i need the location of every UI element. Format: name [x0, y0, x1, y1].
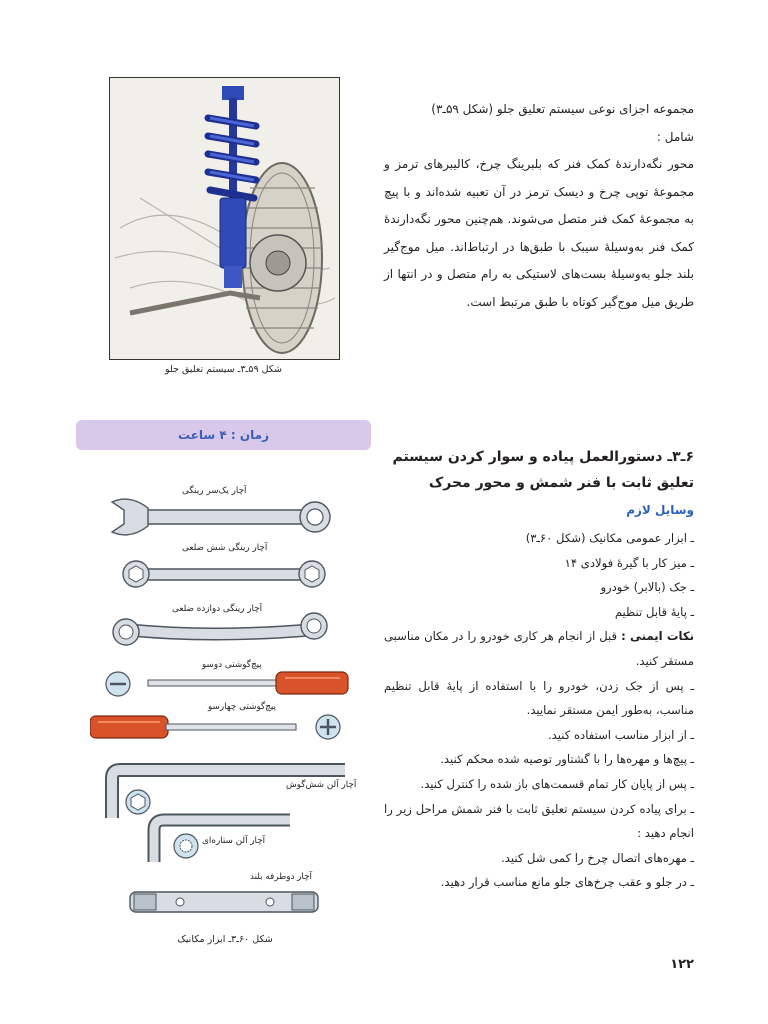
figure-60-caption: شکل ۶۰ـ۳ـ ابزار مکانیک	[177, 934, 273, 945]
tool-label-phillips-screwdriver: پیچ‌گوشتی چهارسو	[208, 702, 277, 712]
step-item: ـ از ابزار مناسب استفاده کنید.	[547, 727, 694, 742]
tool-label-flat-screwdriver: پیچ‌گوشتی دوسو	[202, 660, 262, 670]
time-banner	[76, 420, 371, 450]
section-heading	[384, 444, 694, 496]
section-heading-line1: ۶ـ۳ـ دستورالعمل پیاده و سوار کردن سیستم	[392, 449, 694, 465]
twelve-point-ring-wrench-icon	[113, 613, 327, 645]
time-banner-text: زمان : ۴ ساعت	[178, 428, 269, 442]
figure-59-caption: شکل ۵۹ـ۳ـ سیستم تعلیق جلو	[165, 364, 282, 375]
safety-note	[384, 624, 694, 673]
tools-item: ـ پایهٔ قابل تنظیم	[614, 604, 694, 619]
safety-label: نکات ایمنی :	[621, 629, 694, 644]
required-tools-heading: وسایل لازم	[626, 503, 694, 517]
step-item: ـ مهره‌های اتصال چرخ را کمی شل کنید.	[501, 850, 694, 865]
step-item: ـ برای پیاده کردن سیستم تعلیق ثابت با فنر شمش مراحل زیر را انجام دهید :	[384, 801, 694, 841]
suspension-figure	[109, 77, 340, 360]
suspension-illustration	[110, 78, 339, 359]
tool-label-tube-wrench: آچار دوطرفه بلند	[250, 872, 312, 882]
six-point-ring-wrench-icon	[123, 561, 325, 587]
tube-wrench-icon	[130, 892, 318, 912]
intro-line1: مجموعه اجزای نوعی سیستم تعلیق جلو (شکل ۵۹ـ۳)	[431, 102, 694, 116]
tire-icon	[242, 163, 322, 353]
step-item: ـ پیچ‌ها و مهره‌ها را با گشتاور توصیه شده محکم کنید.	[440, 752, 694, 767]
hex-allen-key-icon	[112, 770, 345, 818]
step-item: ـ پس از پایان کار تمام قسمت‌های باز شده را کنترل کنید.	[420, 776, 694, 791]
tools-item: ـ جک (بالابر) خودرو	[600, 580, 694, 595]
tools-item: ـ میز کار با گیرهٔ فولادی ۱۴	[564, 555, 694, 570]
combination-wrench-icon	[112, 499, 330, 535]
page-number: ۱۲۲	[670, 957, 694, 972]
intro-paragraph	[384, 96, 694, 316]
safety-text: قبل از انجام هر کاری خودرو را در مکان مناسبی مستقر کنید.	[384, 629, 694, 668]
phillips-screwdriver-icon	[90, 715, 340, 739]
step-item: ـ پس از جک زدن، خودرو را با استفاده از پایهٔ قابل تنظیم مناسب، به‌طور ایمن مستقر نمایید.	[384, 678, 694, 718]
tools-item: ـ ابزار عمومی مکانیک (شکل ۶۰ـ۳)	[525, 531, 694, 545]
section-heading-line2: تعلیق ثابت با فنر شمش و محور محرک	[428, 475, 694, 491]
procedure-body	[384, 526, 694, 895]
step-item: ـ در جلو و عقب چرخ‌های جلو مانع مناسب قرار دهید.	[440, 875, 694, 890]
flat-screwdriver-icon	[106, 672, 348, 696]
tool-label-hex-allen-key: آچار آلن شش‌گوش	[286, 780, 357, 790]
tool-label-combination-wrench: آچار یک‌سر رینگی	[182, 486, 247, 496]
tool-label-torx-allen-key: آچار آلن ستاره‌ای	[202, 836, 266, 846]
tool-label-twelve-point-wrench: آچار رینگی دوازده ضلعی	[172, 604, 263, 614]
intro-body: محور نگه‌دارندهٔ کمک فنر که بلبرینگ چرخ، کالیبرهای ترمز و مجموعهٔ توپی چرخ و دیسک ترمز در آن تعبیه شده‌اند و با پیچ به مجموعهٔ کمک فنر متصل می‌شوند. هم‌چنین محور نگه‌دارندهٔ کمک فنر به‌وسیلهٔ سیبک با طبق‌ها در ارتباط‌اند. میل موج‌گیر بلند جلو به‌وسیلهٔ بست‌های لاستیکی به رام متصل و در انتها از طریق میل موج‌گیر کوتاه با طبق مرتبط است.	[384, 157, 694, 309]
tool-label-six-point-wrench: آچار رینگی شش ضلعی	[182, 543, 268, 553]
intro-line2: شامل :	[656, 129, 694, 144]
tools-figure	[90, 480, 360, 935]
